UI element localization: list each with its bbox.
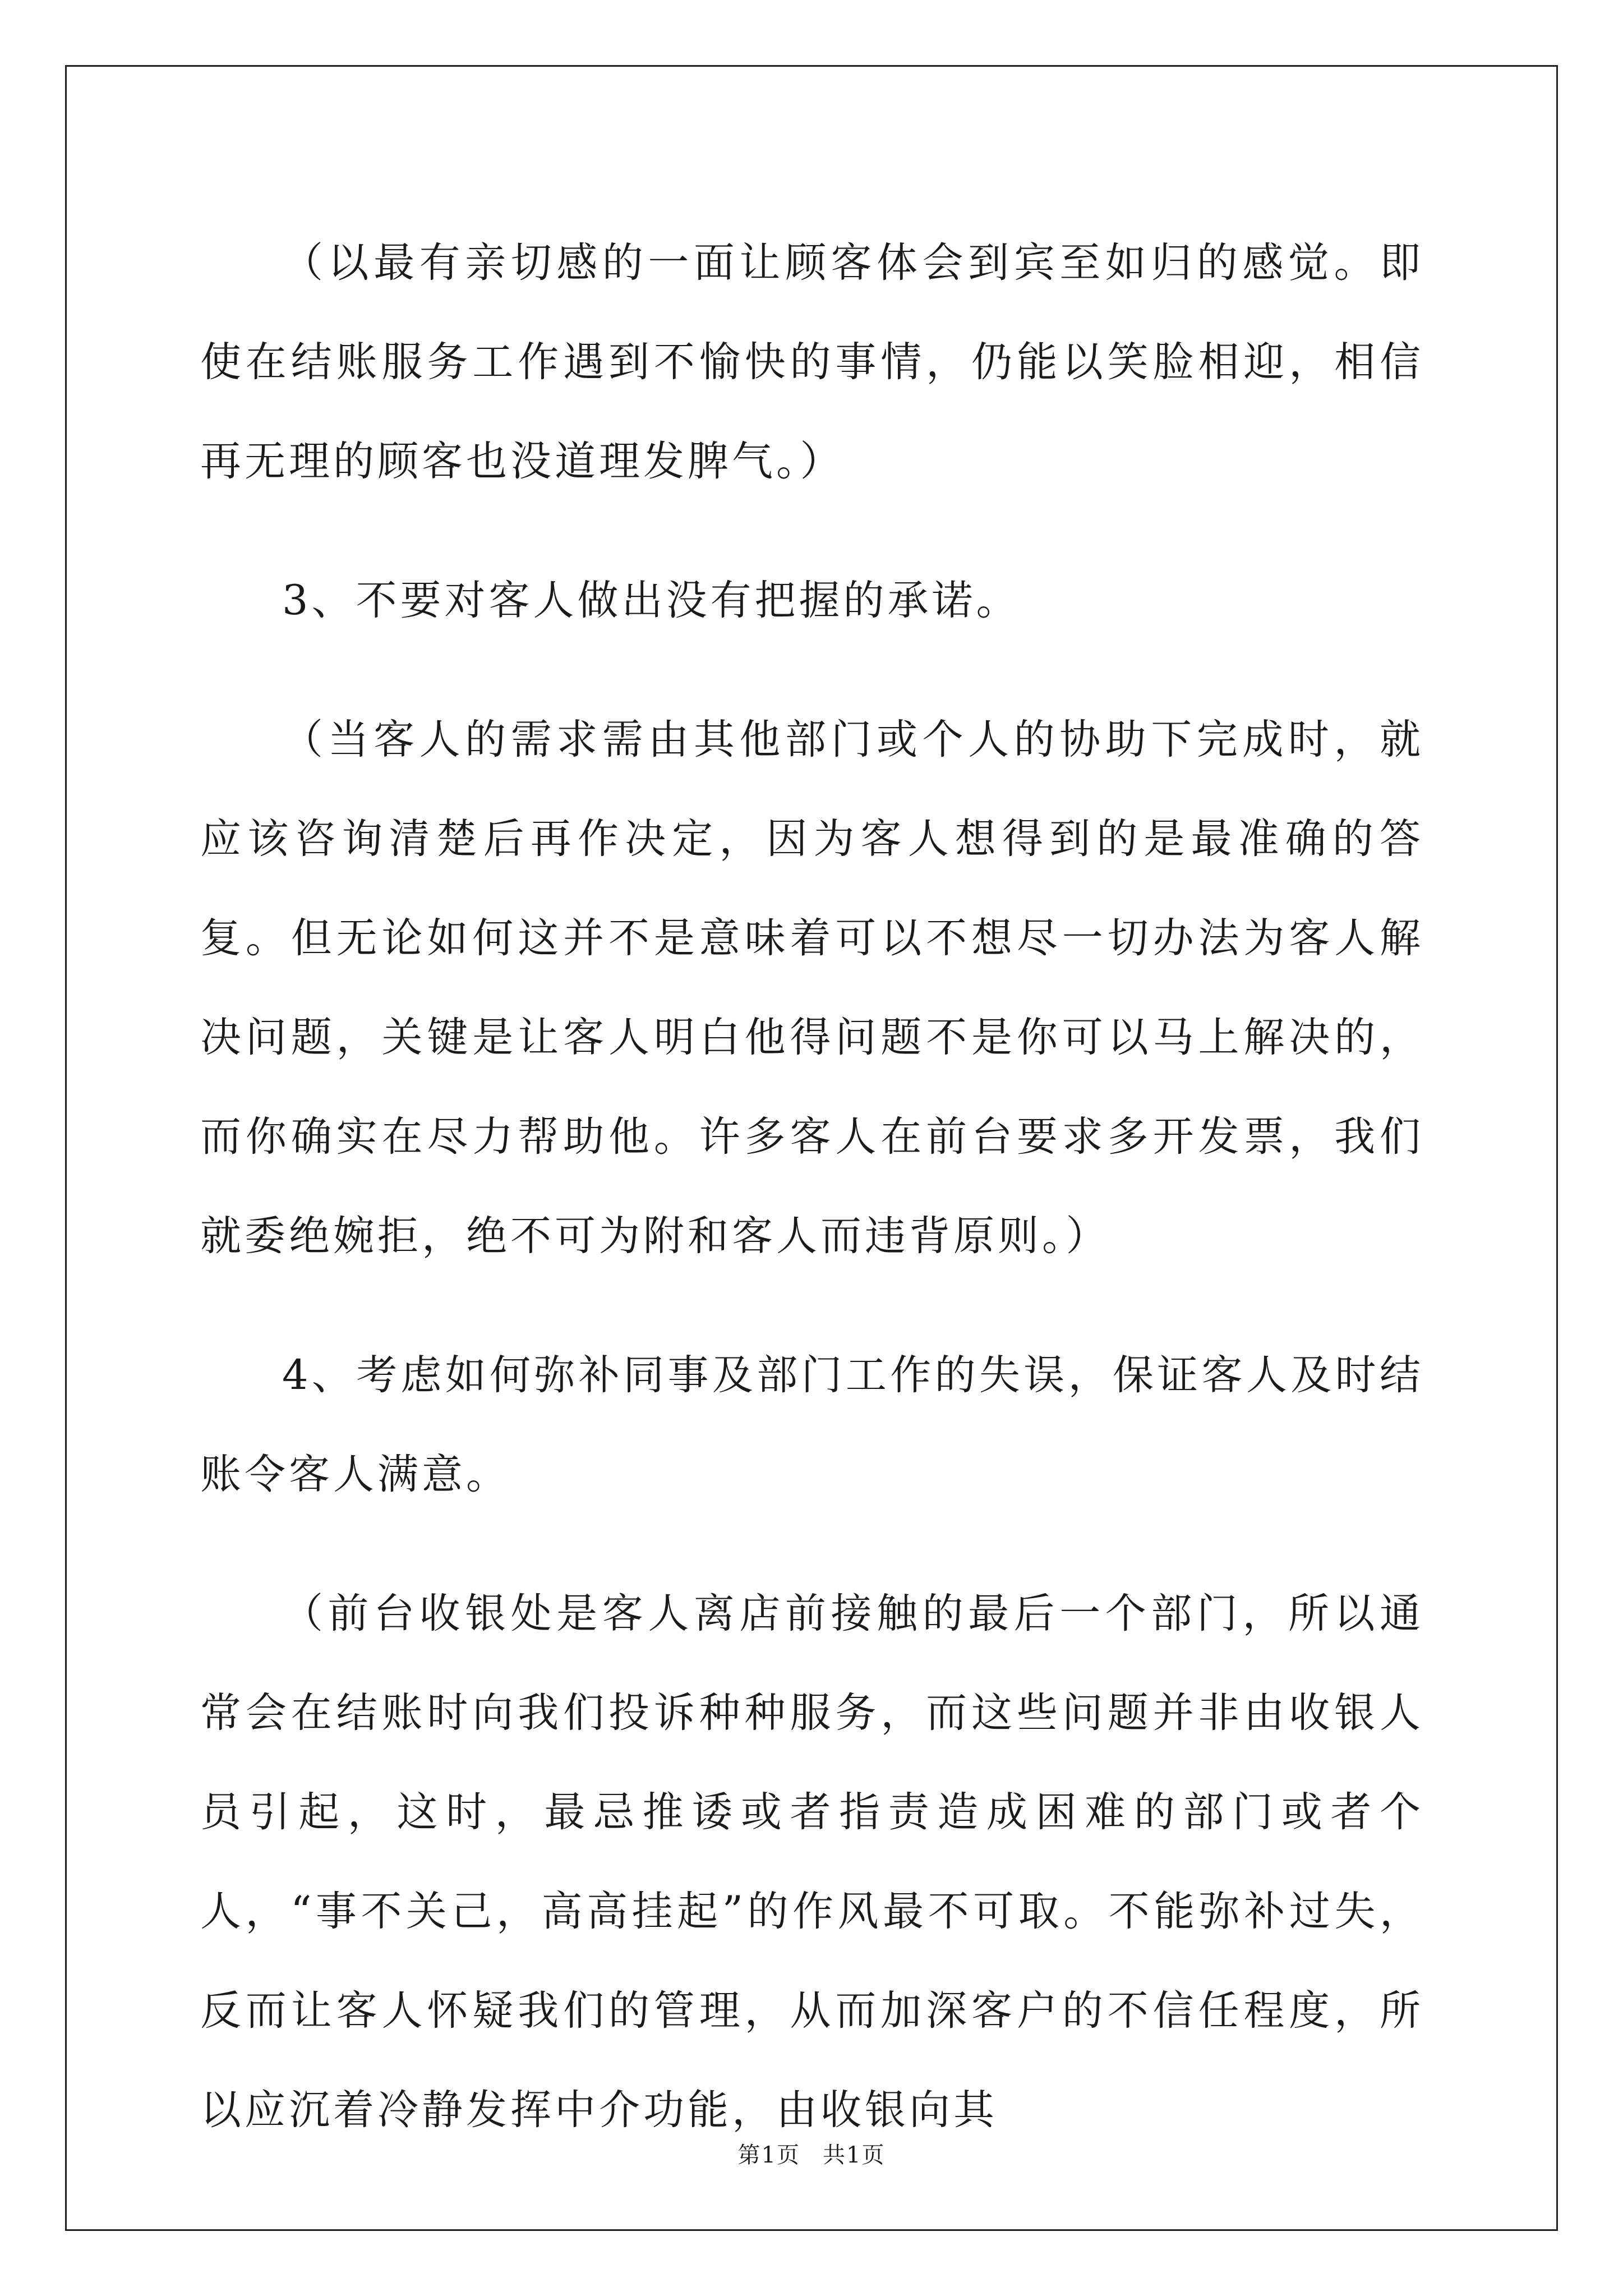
page-footer (0, 2137, 1623, 2169)
paragraph: （前台收银处是客人离店前接触的最后一个部门，所以通常会在结账时向我们投诉种种服务，而这些问题并非由收银人员引起，这时，最忌推诿或者指责造成困难的部门或者个人，“事不关己，高高挂起”的作风最不可取。不能弥补过失，反而让客人怀疑我们的管理，从而加深客户的不信任程度，所以应沉着冷静发挥中介功能，由收银向其 (200, 1590, 1424, 2134)
paragraph: 4、考虑如何弥补同事及部门工作的失误，保证客人及时结账令客人满意。 (200, 1351, 1424, 1498)
page-number: 第1页 (737, 2142, 800, 2168)
paragraph: 3、不要对客人做出没有把握的承诺。 (282, 577, 1021, 624)
document-body (200, 213, 1424, 2200)
page-total: 共1页 (823, 2142, 886, 2168)
paragraph: （当客人的需求需由其他部门或个人的协助下完成时，就应该咨询清楚后再作决定，因为客人想得到的是最准确的答复。但无论如何这并不是意味着可以不想尽一切办法为客人解决问题，关键是让客人明白他得问题不是你可以马上解决的，而你确实在尽力帮助他。许多客人在前台要求多开发票，我们就委绝婉拒，绝不可为附和客人而违背原则。） (200, 716, 1424, 1260)
paragraph: （以最有亲切感的一面让顾客体会到宾至如归的感觉。即使在结账服务工作遇到不愉快的事情，仍能以笑脸相迎，相信再无理的顾客也没道理发脾气。） (200, 239, 1424, 485)
